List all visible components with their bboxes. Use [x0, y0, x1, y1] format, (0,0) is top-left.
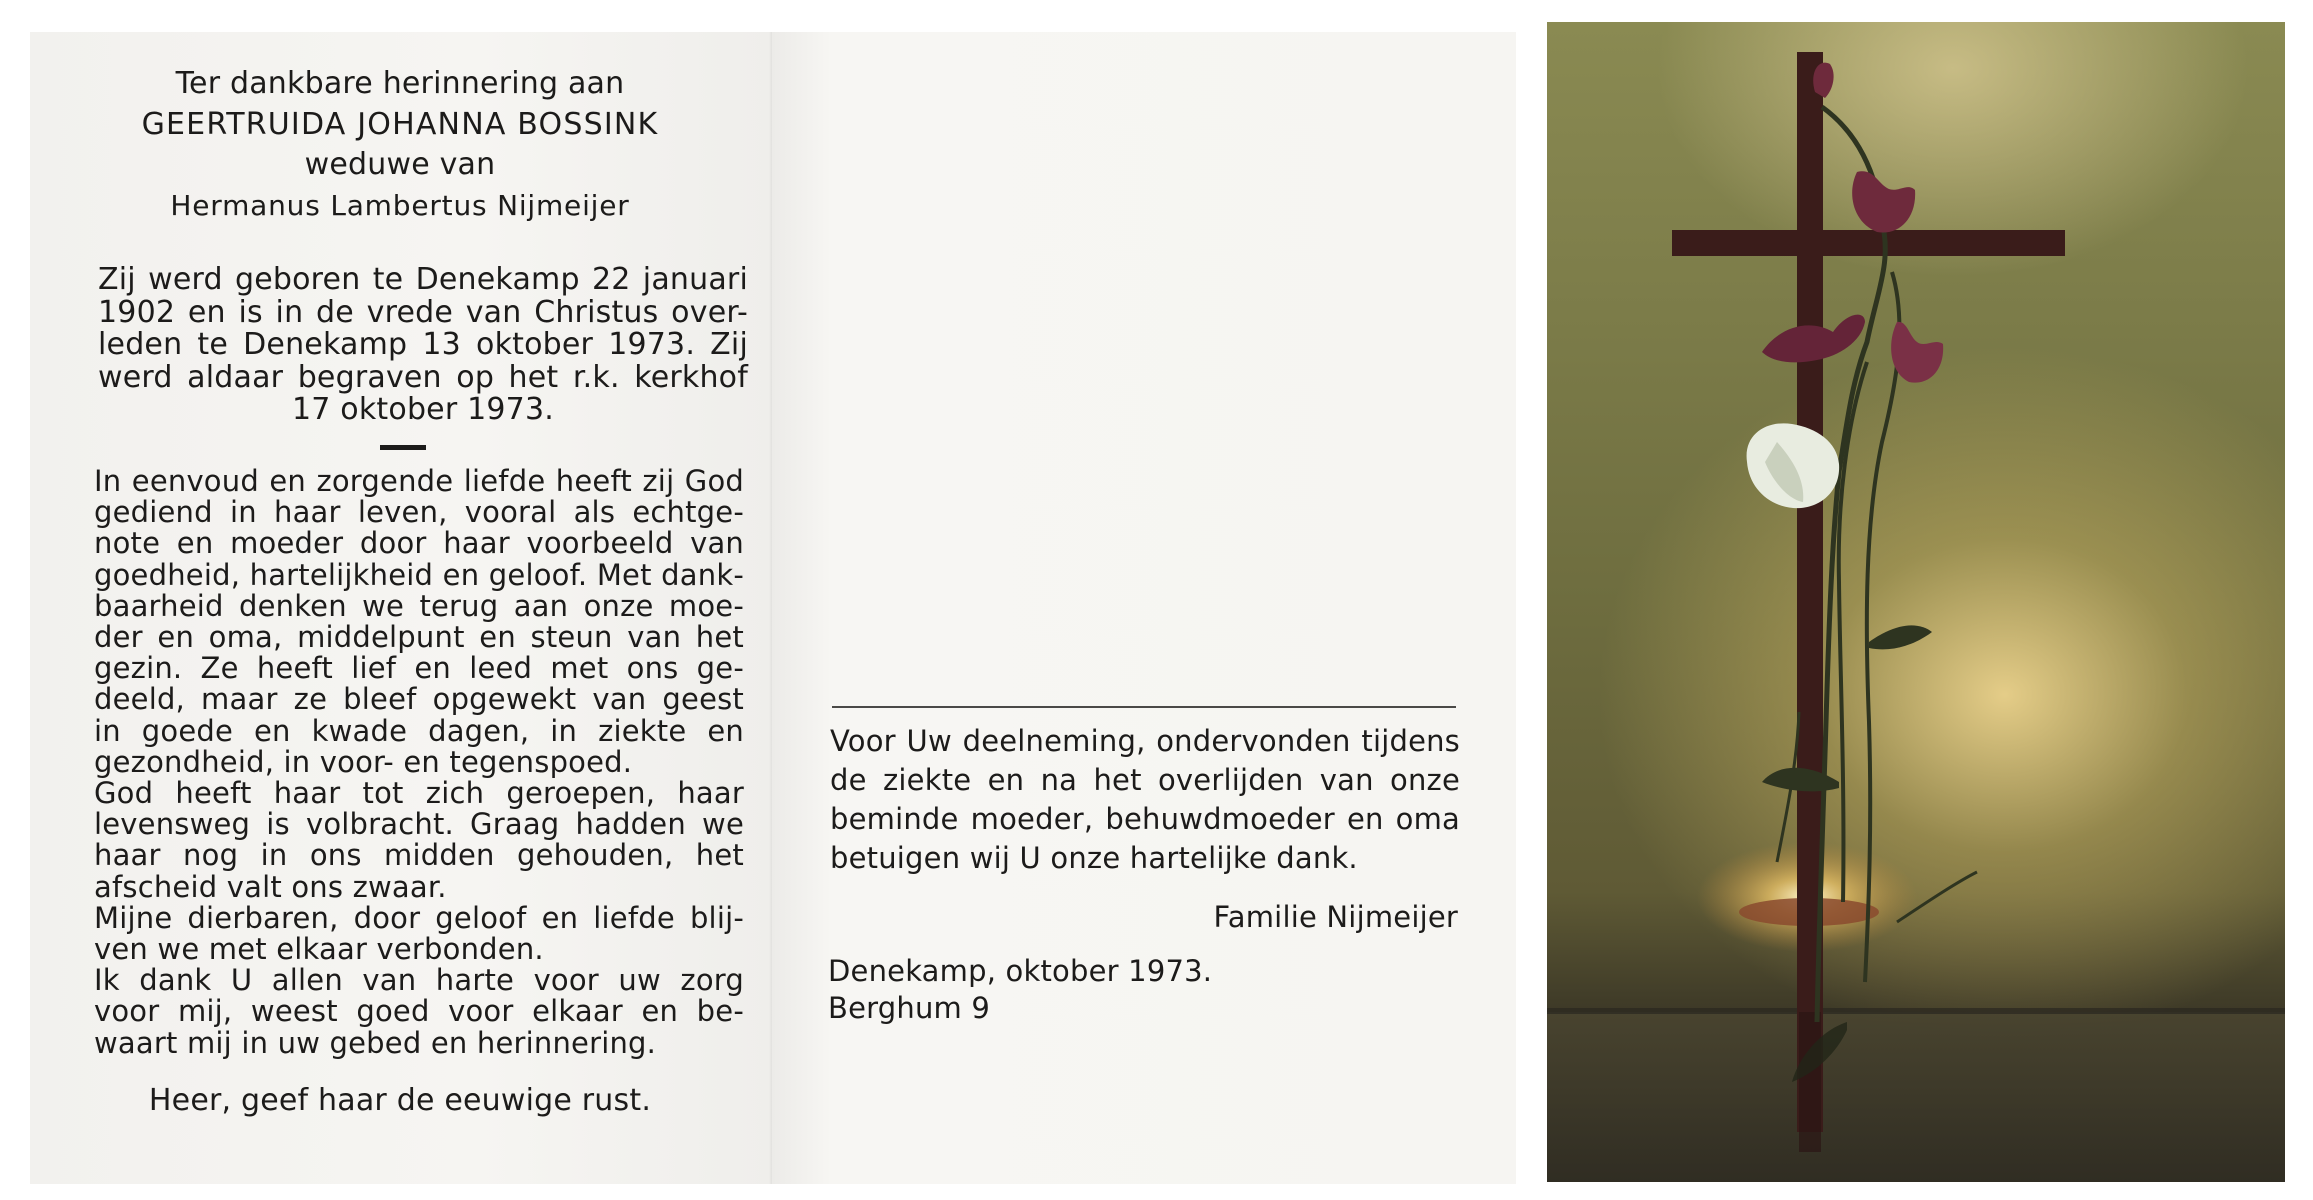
cross-flowers-illustration	[1547, 22, 2285, 1182]
prayer-line: Ik dank U allen van harte voor uw zorg	[94, 963, 744, 998]
prayer-line: in goede en kwade dagen, in ziekte en	[94, 713, 744, 748]
prayer-line: goedheid, hartelijkheid en geloof. Met dank-	[94, 557, 744, 592]
prayer-line: God heeft haar tot zich geroepen, haar	[94, 776, 744, 811]
memorial-photo	[1547, 22, 2285, 1182]
bio-line: leden te Denekamp 13 oktober 1973. Zij	[98, 327, 748, 362]
prayer-line: waart mij in uw gebed en herinnering.	[94, 1025, 657, 1060]
prayer-line: gediend in haar leven, vooral als echtge-	[94, 495, 744, 530]
family-signature: Familie Nijmeijer	[1213, 900, 1458, 934]
memorial-card	[30, 32, 1516, 1184]
place-date: Denekamp, oktober 1973.	[828, 954, 1213, 988]
prayer-text	[94, 466, 744, 1059]
thanks-line: de ziekte en na het overlijden van onze	[830, 763, 1460, 797]
prayer-line: afscheid valt ons zwaar.	[94, 869, 447, 904]
table-surface	[1547, 1012, 2285, 1182]
widow-of-text: weduwe van	[304, 147, 496, 182]
prayer-line: haar nog in ons midden gehouden, het	[94, 838, 744, 873]
prayer-line: In eenvoud en zorgende liefde heeft zij God	[94, 464, 744, 498]
address: Berghum 9	[828, 991, 991, 1025]
prayer-line: note en moeder door haar voorbeeld van	[94, 526, 744, 561]
place-and-address	[828, 953, 1428, 1027]
card-header	[70, 68, 730, 222]
prayer-line: gezondheid, in voor- en tegenspoed.	[94, 744, 633, 779]
leaf	[1869, 625, 1932, 649]
long-separator	[832, 706, 1456, 708]
table-edge	[1547, 1008, 2285, 1014]
leaf	[1762, 768, 1839, 792]
thanks-line: betuigen wij U onze hartelijke dank.	[830, 841, 1358, 875]
bio-line: 1902 en is in de vrede van Christus over-	[98, 294, 748, 330]
short-separator	[380, 445, 426, 450]
card-left-panel	[30, 32, 772, 1184]
prayer-line: ven we met elkaar verbonden.	[94, 932, 544, 967]
thanks-line: beminde moeder, behuwdmoeder en oma	[830, 802, 1460, 836]
bellflower	[1852, 171, 1915, 232]
bio-line: 17 oktober 1973.	[291, 392, 554, 427]
bellflower	[1891, 322, 1943, 383]
biography	[98, 264, 748, 427]
thanks-line: Voor Uw deelneming, ondervonden tijdens	[830, 724, 1460, 758]
prayer-line: der en oma, middelpunt en steun van het	[94, 620, 744, 655]
prayer-line: baarheid denken we terug aan onze moe-	[94, 588, 744, 623]
prayer-line: voor mij, weest goed voor elkaar en be-	[94, 994, 744, 1029]
husband-name: Hermanus Lambertus Nijmeijer	[170, 188, 630, 222]
prayer-line: deeld, maar ze bleef opgewekt van geest	[94, 682, 744, 717]
thanks-text	[830, 722, 1460, 878]
bio-line: Zij werd geboren te Denekamp 22 januari	[98, 262, 748, 297]
prayer-line: Mijne dierbaren, door geloof en liefde blij-	[94, 900, 744, 935]
card-right-panel	[772, 32, 1516, 1184]
prayer-line: gezin. Ze heeft lief en leed met ons ge-	[94, 651, 744, 686]
intro-text: Ter dankbare herinnering aan	[175, 66, 625, 101]
cross-reflection	[1799, 1012, 1821, 1152]
closing-prayer: Heer, geef haar de eeuwige rust.	[148, 1083, 652, 1118]
prayer-line: levensweg is volbracht. Graag hadden we	[94, 807, 744, 842]
cross-horizontal-beam	[1672, 230, 2065, 256]
bio-line: werd aldaar begraven op het r.k. kerkhof	[98, 359, 748, 395]
deceased-name: GEERTRUIDA JOHANNA BOSSINK	[141, 106, 659, 142]
